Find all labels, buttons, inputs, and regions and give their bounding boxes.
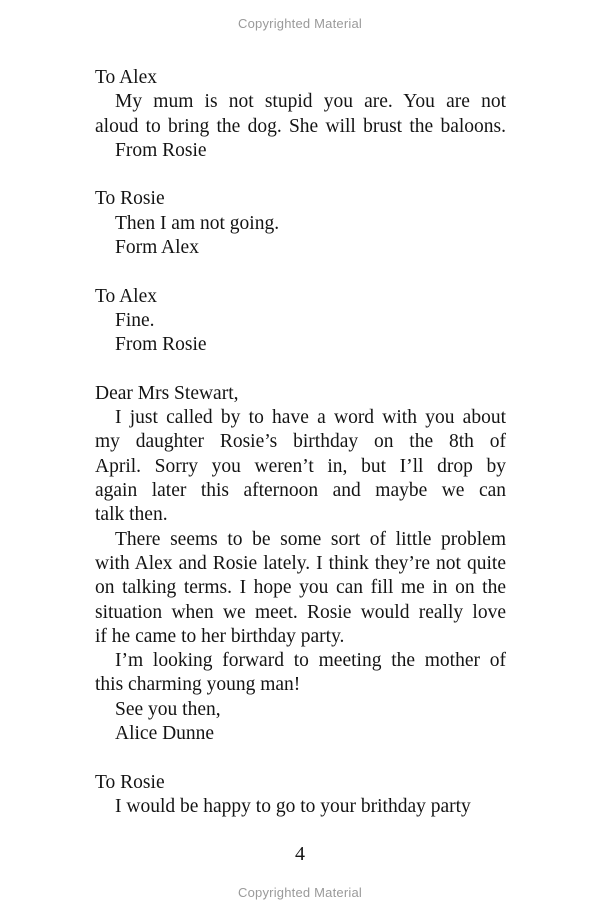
copyright-watermark-bottom: Copyrighted Material <box>238 885 362 900</box>
letter-line: I’m looking forward to meeting the mother of <box>115 650 506 672</box>
copyright-watermark-top: Copyrighted Material <box>238 16 362 31</box>
note-salutation: To Rosie <box>95 188 165 210</box>
letter-line: again later this afternoon and maybe we can <box>95 480 506 502</box>
block-gap <box>95 163 506 187</box>
letter-salutation: Dear Mrs Stewart, <box>95 382 239 404</box>
note-signoff: Form Alex <box>115 237 199 259</box>
note-signoff: From Rosie <box>115 334 207 356</box>
note-line: Then I am not going. <box>115 212 280 234</box>
letter-line: I just called by to have a word with you about <box>115 407 506 429</box>
page-number: 4 <box>295 843 305 865</box>
block-gap <box>95 358 506 382</box>
letter-line: on talking terms. I hope you can fill me in on the <box>95 577 506 599</box>
note-salutation: To Rosie <box>95 771 165 793</box>
letter-line: There seems to be some sort of little problem <box>115 528 506 550</box>
letter-line: situation when we meet. Rosie would really love <box>95 601 506 623</box>
note-salutation: To Alex <box>95 67 158 88</box>
block-gap <box>95 260 506 284</box>
letter-line: April. Sorry you weren’t in, but I’ll drop by <box>95 455 506 477</box>
letter-signature: Alice Dunne <box>115 723 215 745</box>
letter-line: my daughter Rosie’s birthday on the 8th of <box>95 431 506 453</box>
note-line: aloud to bring the dog. She will brust the baloons. <box>95 115 506 137</box>
letter-line: if he came to her birthday party. <box>95 625 345 647</box>
note-line: Fine. <box>115 309 155 331</box>
letter-line: talk then. <box>95 504 168 526</box>
letter-closing: See you then, <box>115 698 221 720</box>
note-line: My mum is not stupid you are. You are not <box>115 91 506 113</box>
note-salutation: To Alex <box>95 285 158 307</box>
letter-line: with Alex and Rosie lately. I think they’re not quite <box>95 552 506 574</box>
block-gap <box>95 746 506 770</box>
letter-line: this charming young man! <box>95 674 301 696</box>
note-line: I would be happy to go to your brithday party <box>115 795 471 817</box>
note-signoff: From Rosie <box>115 139 207 161</box>
page-body <box>95 66 506 819</box>
